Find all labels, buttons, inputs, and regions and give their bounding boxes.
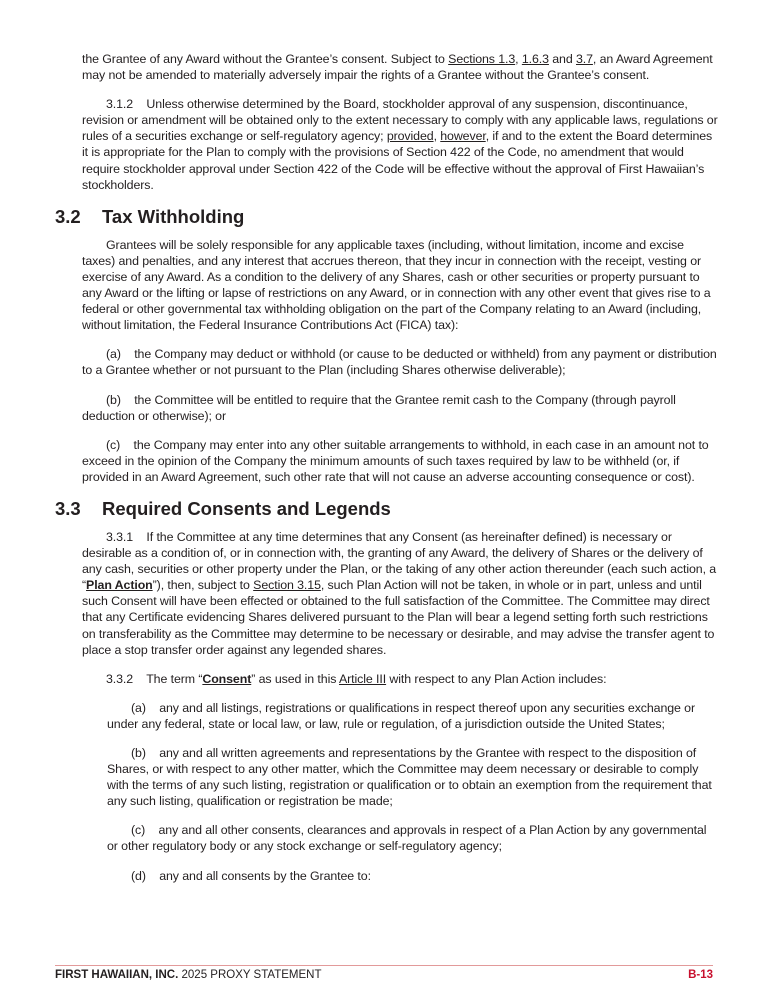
text: , such Plan Action will not be taken, in whole or in part, unless and until such Consent will have been effected or obtained to the full satisfaction of the Committee. The Committee may direct that any Certificate evidencing Shares delivered pursuant to the Plan will bear a legend setting forth such restrictions on transferability as the Committee may determine to be necessary or desirable, and may advise the transfer agent to place a stop transfer order against any legended shares. xyxy=(82,578,718,657)
term-provided: provided xyxy=(386,129,434,144)
paragraph-3-2-c: (c) the Company may enter into any other suitable arrangements to withhold, in each case in an amount not to exceed in the opinion of the Company the minimum amounts of such taxes required by law to be withheld (or, if provided in an Award Agreement, such other rate that will not cause an adverse accounting consequence or cost). xyxy=(82,437,712,484)
text: , if and to the extent the Board determines it is appropriate for the Plan to comply with the provisions of Section 422 of the Code, no amendment that would require stockholder approval under Section 422 of the Code will be effective without the approval of First Hawaiian’s stockholders. xyxy=(82,129,716,192)
text: 3.3.2 The term “ xyxy=(106,671,203,686)
text: ”), then, subject to xyxy=(152,578,254,593)
term-however: however xyxy=(440,129,486,144)
footer-title xyxy=(55,969,321,981)
paragraph-3-3-2-a: (a) any and all listings, registrations or qualifications in respect thereof upon any securities exchange or under any federal, state or local law, or law, rule or regulation, of a jurisdiction outside the United States; xyxy=(107,700,699,731)
section-number: 3.2 xyxy=(55,205,81,227)
company-name: FIRST HAWAIIAN, INC. xyxy=(55,969,179,981)
text: 3.1.2 Unless otherwise determined by the Board, stockholder approval of any suspension, discontinuance, revision or amendment will be obtained only to the extent necessary to comply with any applicable laws, regulations or rules of a securities exchange or self-regulatory agency; xyxy=(82,97,721,144)
link-sections-1-3[interactable]: Sections 1.3 xyxy=(448,52,516,66)
text: and xyxy=(548,52,576,66)
link-section-3-15[interactable]: Section 3.15 xyxy=(253,578,321,593)
paragraph-3-3-2-d: (d) any and all consents by the Grantee to: xyxy=(131,868,371,883)
text: , xyxy=(433,129,441,144)
text: the Grantee of any Award without the Grantee’s consent. Subject to xyxy=(82,52,449,66)
section-number: 3.3 xyxy=(55,497,81,519)
paragraph-3-2-b: (b) the Committee will be entitled to require that the Grantee remit cash to the Company (through payroll deduction or otherwise); or xyxy=(82,392,680,423)
page-number: B-13 xyxy=(688,969,713,981)
page-footer xyxy=(55,965,713,981)
document-body xyxy=(55,51,721,897)
section-title: Required Consents and Legends xyxy=(102,497,391,519)
paragraph-3-3-2 xyxy=(82,671,718,687)
paragraph-3-1-2 xyxy=(82,96,721,193)
paragraph-3-3-2-b: (b) any and all written agreements and representations by the Grantee with respect to the disposition of Shares, or with respect to any other matter, which the Committee may deem necessary or desirable to comply with the terms of any such listing, registration or qualification or to obtain an exemption from the requirement that any such listing, qualification or registration be made; xyxy=(107,746,716,809)
paragraph-3-3-1 xyxy=(82,529,718,658)
section-heading-3-3 xyxy=(55,498,718,520)
section-title: Tax Withholding xyxy=(102,205,245,227)
paragraph-tax-intro: Grantees will be solely responsible for any applicable taxes (including, without limitation, income and excise taxes) and penalties, and any interest that accrues thereon, that they incur in connection with the receipt, vesting or exercise of any Award. As a condition to the delivery of any Shares, cash or other securities or property pursuant to any Award or the lifting or lapse of restrictions on any Award, or in connection with any other event that gives rise to a federal or other governmental tax withholding obligation on the part of the Company relating to an Award (including, without limitation, the Federal Insurance Contributions Act (FICA) tax): xyxy=(82,237,711,333)
section-heading-3-2 xyxy=(55,206,718,228)
text: with respect to any Plan Action includes: xyxy=(386,671,607,686)
paragraph-3-3-2-c: (c) any and all other consents, clearances and approvals in respect of a Plan Action by any governmental or other regulatory body or any stock exchange or self-regulatory agency; xyxy=(107,823,710,854)
text: ” as used in this xyxy=(251,671,339,686)
link-section-1-6-3[interactable]: 1.6.3 xyxy=(521,52,549,66)
document-name: 2025 PROXY STATEMENT xyxy=(178,969,322,981)
link-article-iii[interactable]: Article III xyxy=(338,671,387,686)
text: , an Award Agreement may not be amended to materially adversely impair the rights of a Grantee without the Grantee’s consent. xyxy=(82,52,716,83)
defined-term-consent: Consent xyxy=(202,671,252,686)
paragraph-3-2-a: (a) the Company may deduct or withhold (or cause to be deducted or withheld) from any payment or distribution to a Grantee whether or not pursuant to the Plan (including Shares otherwise deliverable); xyxy=(82,347,721,378)
text: , xyxy=(515,52,522,66)
paragraph-award-amendment xyxy=(82,51,718,83)
defined-term-plan-action: Plan Action xyxy=(86,578,153,593)
text: 3.3.1 If the Committee at any time determines that any Consent (as hereinafter defined) is necessary or desirable as a condition of, or in connection with, the granting of any Award, the delivery of Shares or the delivery of any cash, securities or other property under the Plan, or the taking of any other action thereunder (each such action, a “ xyxy=(82,529,720,593)
link-section-3-7[interactable]: 3.7 xyxy=(575,52,593,66)
